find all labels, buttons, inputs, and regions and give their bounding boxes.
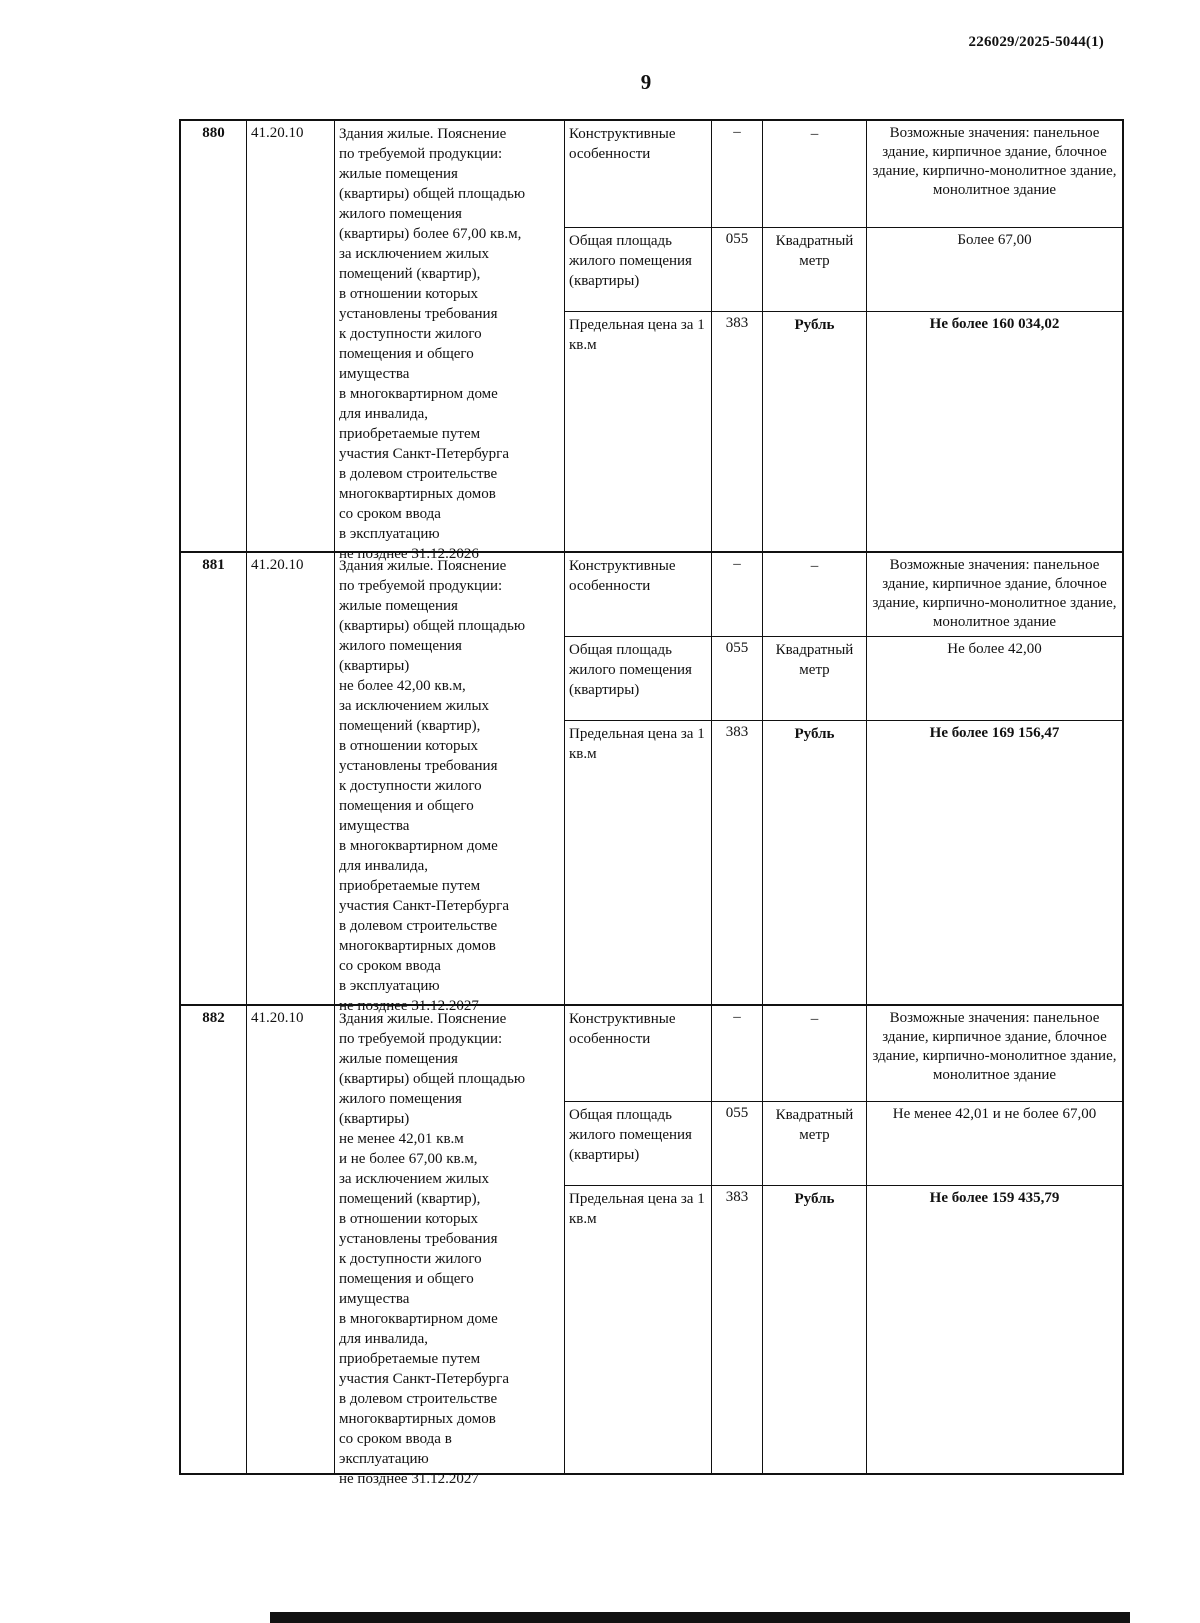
description-line: к доступности жилого xyxy=(339,1251,482,1267)
okei-code: 055 xyxy=(712,228,763,311)
characteristic-name: Предельная цена за 1 кв.м xyxy=(565,721,712,1004)
characteristic-value: Не более 42,00 xyxy=(947,641,1042,657)
characteristic-value: Не менее 42,01 и не более 67,00 xyxy=(892,1106,1097,1122)
description-line: в долевом строительстве xyxy=(339,466,498,482)
description-line: приобретаемые путем xyxy=(339,426,481,442)
description-line: жилые помещения xyxy=(339,1051,458,1067)
description-line: не более 42,00 кв.м, xyxy=(339,678,466,694)
page-number: 9 xyxy=(640,70,652,94)
description-line: помещения и общего xyxy=(339,346,474,362)
description-line: жилые помещения xyxy=(339,166,458,182)
description-line: приобретаемые путем xyxy=(339,1351,481,1367)
characteristic-name: Общая площадь жилого помещения (квартиры) xyxy=(565,637,712,720)
table-row xyxy=(181,553,1122,1014)
unit-of-measure: Рубль xyxy=(763,312,867,551)
unit-of-measure: Рубль xyxy=(763,721,867,1004)
description-line: и не более 67,00 кв.м, xyxy=(339,1151,478,1167)
description-line: к доступности жилого xyxy=(339,778,482,794)
characteristic-row xyxy=(565,1006,1122,1102)
description-line: не позднее 31.12.2026 xyxy=(339,546,479,562)
okpd2-code: 41.20.10 xyxy=(247,121,335,551)
characteristic-name: Общая площадь жилого помещения (квартиры) xyxy=(565,228,712,311)
procurement-table xyxy=(179,119,1124,1487)
okei-code: – xyxy=(712,553,763,636)
product-description xyxy=(335,1006,565,1487)
characteristic-name: Общая площадь жилого помещения (квартиры) xyxy=(565,1102,712,1185)
characteristics-group xyxy=(565,1006,1122,1473)
description-line: за исключением жилых xyxy=(339,246,490,262)
okei-code: 055 xyxy=(712,1102,763,1185)
description-line: Здания жилые. Пояснение xyxy=(339,1011,507,1027)
product-description xyxy=(335,553,565,1014)
characteristic-row xyxy=(565,121,1122,228)
description-line: Здания жилые. Пояснение xyxy=(339,126,507,142)
description-line: не позднее 31.12.2027 xyxy=(339,998,479,1014)
description-line: помещения и общего xyxy=(339,798,474,814)
description-line: (квартиры) xyxy=(339,1111,410,1127)
description-line: за исключением жилых xyxy=(339,1171,490,1187)
table-row xyxy=(181,1006,1122,1487)
description-line: для инвалида, xyxy=(339,406,429,422)
description-line: жилые помещения xyxy=(339,598,458,614)
characteristics-group xyxy=(565,121,1122,551)
row-number: 880 xyxy=(181,121,247,551)
description-line: в многоквартирном доме xyxy=(339,1311,498,1327)
description-line: к доступности жилого xyxy=(339,326,482,342)
characteristic-value: Не более 160 034,02 xyxy=(929,316,1060,332)
description-line: (квартиры) общей площадью xyxy=(339,186,526,202)
description-line: в долевом строительстве xyxy=(339,1391,498,1407)
description-line: участия Санкт-Петербурга xyxy=(339,898,509,914)
characteristic-name: Конструктивные особенности xyxy=(565,1006,712,1101)
okpd2-code: 41.20.10 xyxy=(247,1006,335,1473)
description-line: за исключением жилых xyxy=(339,698,490,714)
characteristic-row xyxy=(565,553,1122,637)
description-line: Здания жилые. Пояснение xyxy=(339,558,507,574)
description-line: по требуемой продукции: xyxy=(339,578,503,594)
description-line: (квартиры) более 67,00 кв.м, xyxy=(339,226,522,242)
document-registration-number: 226029/2025-5044(1) xyxy=(968,34,1104,50)
description-line: не менее 42,01 кв.м xyxy=(339,1131,464,1147)
unit-of-measure: Рубль xyxy=(763,1186,867,1473)
description-line: многоквартирных домов xyxy=(339,1411,496,1427)
description-line: в отношении которых xyxy=(339,738,479,754)
product-description xyxy=(335,121,565,562)
unit-of-measure: – xyxy=(763,553,867,636)
description-line: помещения и общего xyxy=(339,1271,474,1287)
description-line: в отношении которых xyxy=(339,286,479,302)
description-line: не позднее 31.12.2027 xyxy=(339,1471,479,1487)
characteristic-row xyxy=(565,1102,1122,1186)
okei-code: 383 xyxy=(712,721,763,1004)
description-line: по требуемой продукции: xyxy=(339,1031,503,1047)
characteristic-value: Не более 169 156,47 xyxy=(929,725,1060,741)
characteristic-name: Предельная цена за 1 кв.м xyxy=(565,1186,712,1473)
description-line: имущества xyxy=(339,366,410,382)
characteristic-row xyxy=(565,228,1122,312)
table-row xyxy=(181,121,1122,562)
description-line: для инвалида, xyxy=(339,858,429,874)
row-number: 882 xyxy=(181,1006,247,1473)
description-line: установлены требования xyxy=(339,1231,498,1247)
okpd2-code: 41.20.10 xyxy=(247,553,335,1004)
characteristic-row xyxy=(565,312,1122,551)
characteristic-name: Предельная цена за 1 кв.м xyxy=(565,312,712,551)
characteristic-value: Возможные значения: панельное здание, кирпичное здание, блочное здание, кирпично-монолитное здание, монолитное здание xyxy=(872,1010,1117,1083)
description-line: в многоквартирном доме xyxy=(339,386,498,402)
description-line: со сроком ввода в xyxy=(339,1431,452,1447)
description-line: жилого помещения xyxy=(339,638,462,654)
description-line: в эксплуатацию xyxy=(339,526,440,542)
okei-code: 383 xyxy=(712,1186,763,1473)
description-line: установлены требования xyxy=(339,306,498,322)
description-line: помещений (квартир), xyxy=(339,1191,481,1207)
unit-of-measure: Квадратный метр xyxy=(763,1102,867,1185)
description-line: по требуемой продукции: xyxy=(339,146,503,162)
description-line: приобретаемые путем xyxy=(339,878,481,894)
okei-code: 055 xyxy=(712,637,763,720)
description-line: в долевом строительстве xyxy=(339,918,498,934)
description-line: многоквартирных домов xyxy=(339,938,496,954)
characteristic-value: Возможные значения: панельное здание, кирпичное здание, блочное здание, кирпично-монолитное здание, монолитное здание xyxy=(872,557,1117,630)
description-line: установлены требования xyxy=(339,758,498,774)
description-line: жилого помещения xyxy=(339,206,462,222)
description-line: (квартиры) xyxy=(339,658,410,674)
description-line: для инвалида, xyxy=(339,1331,429,1347)
description-line: эксплуатацию xyxy=(339,1451,429,1467)
description-line: жилого помещения xyxy=(339,1091,462,1107)
unit-of-measure: – xyxy=(763,121,867,227)
description-line: помещений (квартир), xyxy=(339,266,481,282)
description-line: имущества xyxy=(339,1291,410,1307)
description-line: (квартиры) общей площадью xyxy=(339,1071,526,1087)
description-line: имущества xyxy=(339,818,410,834)
characteristic-value: Более 67,00 xyxy=(957,232,1032,248)
description-line: в многоквартирном доме xyxy=(339,838,498,854)
characteristic-row xyxy=(565,1186,1122,1473)
okei-code: – xyxy=(712,121,763,227)
description-line: (квартиры) общей площадью xyxy=(339,618,526,634)
characteristic-value: Не более 159 435,79 xyxy=(929,1190,1060,1206)
characteristic-row xyxy=(565,721,1122,1004)
unit-of-measure: – xyxy=(763,1006,867,1101)
description-line: в эксплуатацию xyxy=(339,978,440,994)
okei-code: 383 xyxy=(712,312,763,551)
description-line: многоквартирных домов xyxy=(339,486,496,502)
description-line: помещений (квартир), xyxy=(339,718,481,734)
description-line: участия Санкт-Петербурга xyxy=(339,1371,509,1387)
scan-edge-bar xyxy=(270,1612,1130,1623)
unit-of-measure: Квадратный метр xyxy=(763,228,867,311)
characteristics-group xyxy=(565,553,1122,1004)
unit-of-measure: Квадратный метр xyxy=(763,637,867,720)
characteristic-value: Возможные значения: панельное здание, кирпичное здание, блочное здание, кирпично-монолитное здание, монолитное здание xyxy=(872,125,1117,198)
characteristic-row xyxy=(565,637,1122,721)
description-line: в отношении которых xyxy=(339,1211,479,1227)
row-number: 881 xyxy=(181,553,247,1004)
description-line: со сроком ввода xyxy=(339,958,441,974)
description-line: со сроком ввода xyxy=(339,506,441,522)
okei-code: – xyxy=(712,1006,763,1101)
characteristic-name: Конструктивные особенности xyxy=(565,553,712,636)
characteristic-name: Конструктивные особенности xyxy=(565,121,712,227)
description-line: участия Санкт-Петербурга xyxy=(339,446,509,462)
